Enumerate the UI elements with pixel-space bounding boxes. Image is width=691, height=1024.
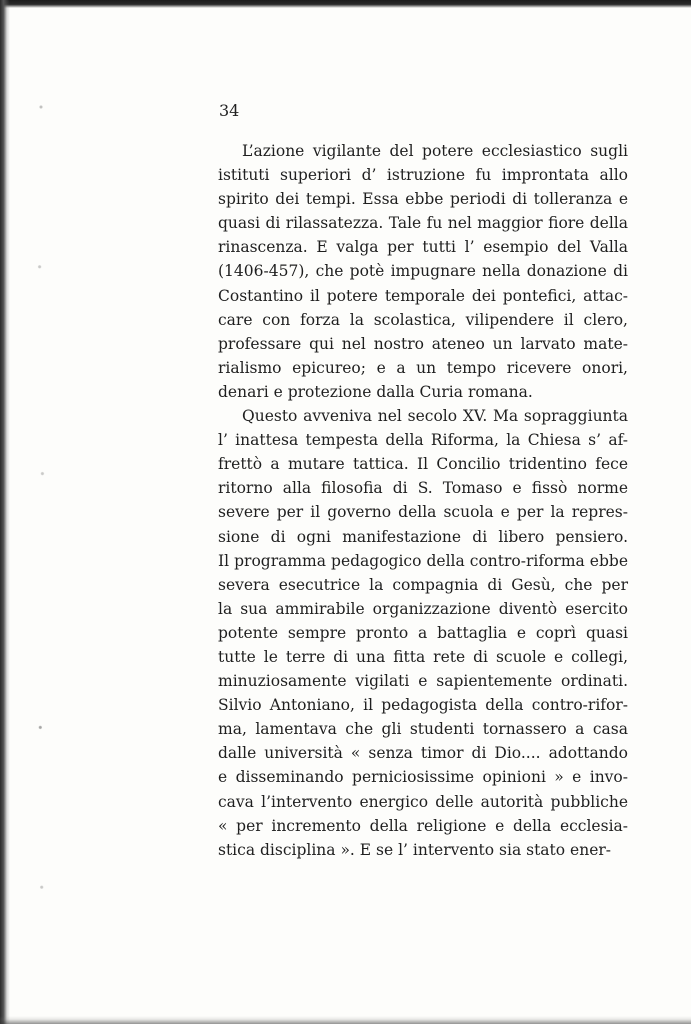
text-line: care con forza la scolastica, vilipendere il clero, [218,310,628,329]
text-line: ritorno alla filosofia di S. Tomaso e fissò norme [218,479,628,498]
text-line: (1406-457), che potè impugnare nella donazione di [218,262,628,281]
scan-left-edge [0,0,10,1024]
text-line: l’ inattesa tempesta della Riforma, la Chiesa s’ af- [218,431,628,450]
text-line: e disseminando perniciosissime opinioni » e invo- [218,768,628,787]
text-line: istituti superiori d’ istruzione fu improntata allo [218,166,628,185]
text-line: potente sempre pronto a battaglia e coprì quasi [218,623,628,642]
text-line: tutte le terre di una fitta rete di scuole e collegi, [218,647,628,666]
text-line: ma, lamentava che gli studenti tornassero a casa [218,720,628,739]
text-line: « per incremento della religione e della ecclesia- [218,816,628,835]
text-line: Silvio Antoniano, il pedagogista della contro-rifor- [218,696,628,715]
text-line: rinascenza. E valga per tutti l’ esempio del Valla [218,238,628,257]
text-line: quasi di rilassatezza. Tale fu nel maggior fiore della [218,214,628,233]
text-line: severa esecutrice la compagnia di Gesù, che per [218,575,628,594]
scan-left-specks [34,60,48,1000]
text-line: minuziosamente vigilati e sapientemente ordinati. [218,672,628,691]
text-line: Questo avveniva nel secolo XV. Ma sopraggiunta [242,407,628,426]
text-line: rialismo epicureo; e a un tempo ricevere onori, [218,358,628,377]
text-line: frettò a mutare tattica. Il Concilio tridentino fece [218,455,628,474]
text-line: la sua ammirabile organizzazione diventò esercito [218,599,628,618]
scan-top-edge [0,0,691,8]
text-line: L’azione vigilante del potere ecclesiastico sugli [242,142,628,160]
text-line: professare qui nel nostro ateneo un larvato mate- [218,334,628,353]
text-line: spirito dei tempi. Essa ebbe periodi di tolleranza e [218,190,628,209]
text-line: dalle università « senza timor di Dio.... adottando [218,744,628,763]
text-line: sione di ogni manifestazione di libero pensiero. [218,527,628,546]
text-line: severe per il governo della scuola e per la repres- [218,503,628,522]
text-line: Il programma pedagogico della contro-riforma ebbe [218,551,628,570]
text-line: cava l’intervento energico delle autorità pubbliche [218,792,628,811]
body-text [218,139,628,862]
text-line: denari e protezione dalla Curia romana. [218,382,533,401]
text-line: stica disciplina ». E se l’ intervento sia stato ener- [218,840,612,859]
scan-bottom-edge [0,1016,691,1024]
text-line: Costantino il potere temporale dei pontefici, attac- [218,286,628,305]
page-number: 34 [219,101,240,120]
